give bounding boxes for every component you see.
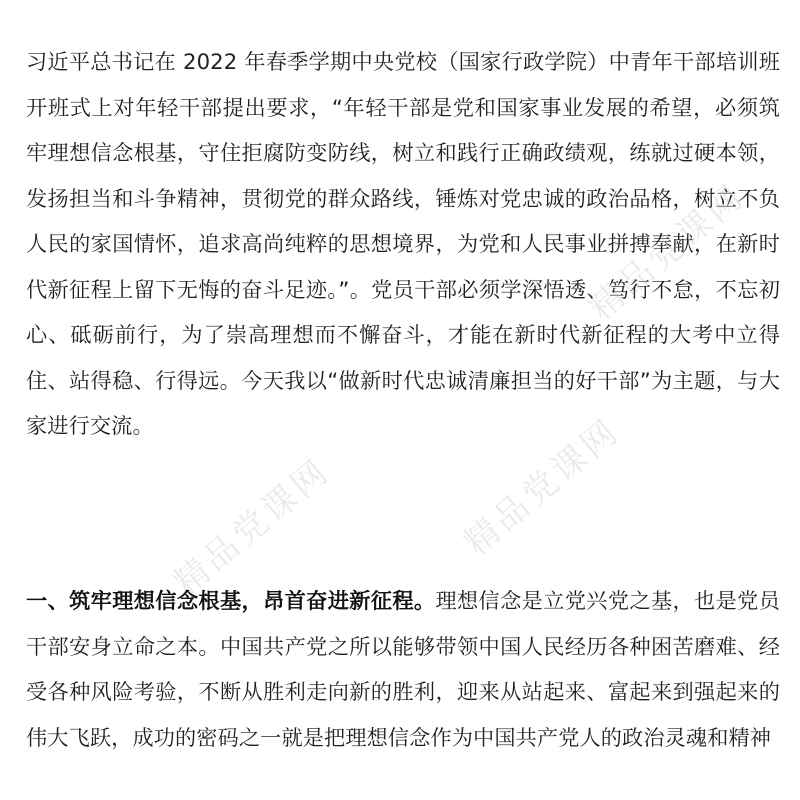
section-one-heading: 一、筑牢理想信念根基，昂首奋进新征程。: [26, 588, 436, 613]
section-one-text: 理想信念是立党兴党之基，也是党员干部安身立命之本。中国共产党之所以能够带领中国人民经历各种困苦磨难、经受各种风险考验，不断从胜利走向新的胜利，迎来从站起来、富起来到强起来的伟大飞跃，成功的密码之一就是把理想信念作为中国共产党人的政治灵魂和精神: [26, 588, 780, 750]
intro-paragraph-text: 习近平总书记在 2022 年春季学期中央党校（国家行政学院）中青年干部培训班开班式上对年轻干部提出要求，“年轻干部是党和国家事业发展的希望，必须筑牢理想信念根基，守住拒腐防变防线，树立和践行正确政绩观，练就过硬本领，发扬担当和斗争精神，贯彻党的群众路线，锤炼对党忠诚的政治品格，树立不负人民的家国情怀，追求高尚纯粹的思想境界，为党和人民事业拼搏奉献，在新时代新征程上留下无悔的奋斗足迹。”。党员干部必须学深悟透、笃行不怠，不忘初心、砥砺前行，为了崇高理想而不懈奋斗，才能在新时代新征程的大考中立得住、站得稳、行得远。今天我以“做新时代忠诚清廉担当的好干部”为主题，与大家进行交流。: [26, 49, 780, 438]
intro-paragraph: [26, 39, 780, 449]
section-one-paragraph: [26, 578, 780, 760]
watermark: 精品党课网: [581, 175, 753, 329]
watermark: 精品党课网: [166, 450, 338, 604]
watermark: 精品党课网: [456, 410, 628, 564]
